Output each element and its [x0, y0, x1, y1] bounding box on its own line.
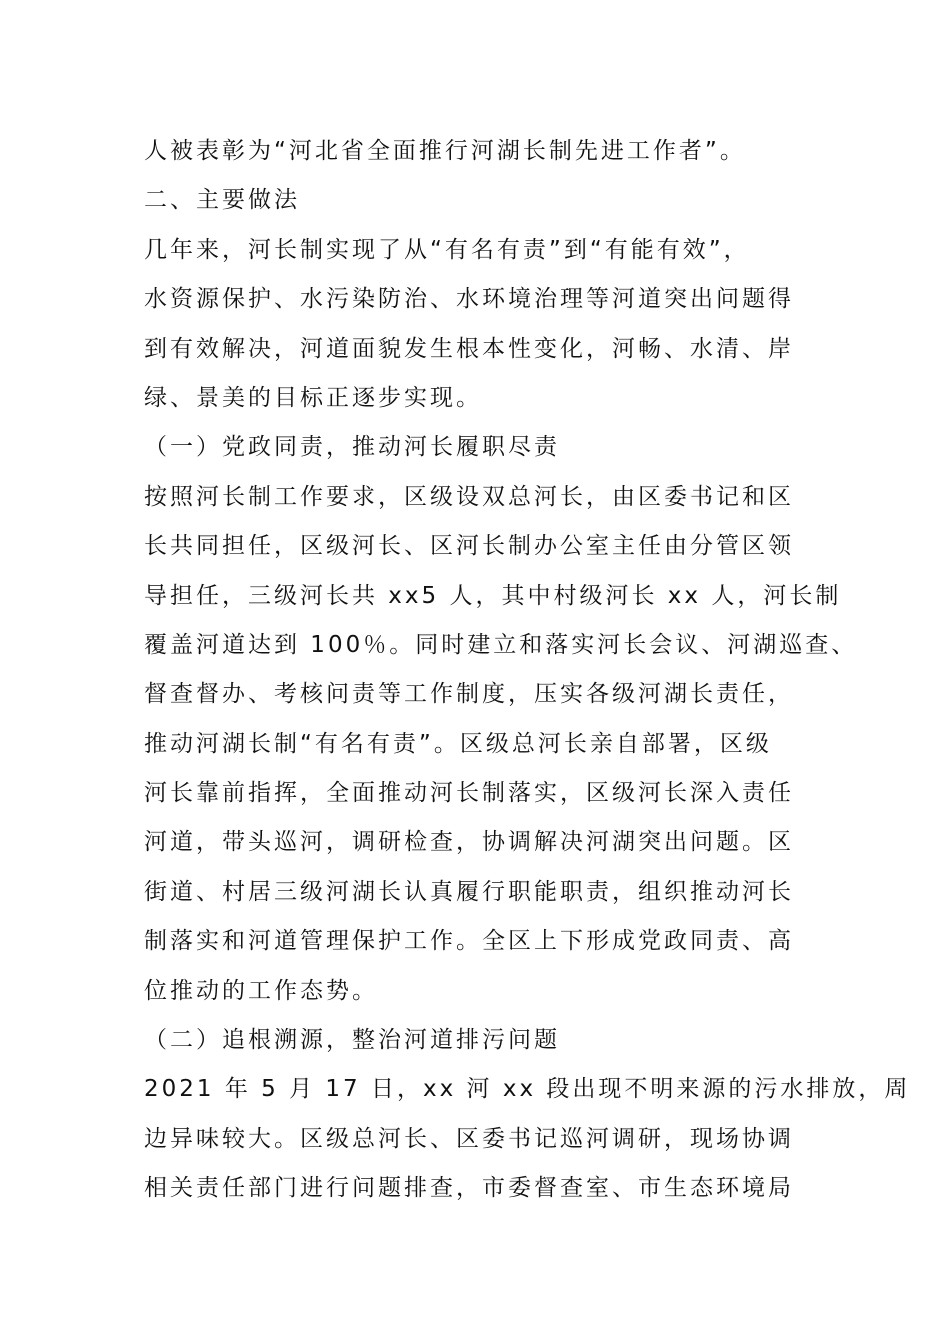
paragraph-line: 绿、景美的目标正逐步实现。	[144, 384, 482, 411]
paragraph-line: 人被表彰为“河北省全面推行河湖长制先进工作者”。	[144, 138, 746, 164]
paragraph-line: 2021 年 5 月 17 日，xx 河 xx 段出现不明来源的污水排放，周	[144, 1076, 911, 1103]
paragraph-line: 推动河湖长制“有名有责”。区级总河长亲自部署，区级	[144, 730, 772, 757]
paragraph-line: 街道、村居三级河湖长认真履行职能职责，组织推动河长	[144, 878, 794, 905]
paragraph-line: 边异味较大。区级总河长、区委书记巡河调研，现场协调	[144, 1125, 794, 1152]
paragraph-line: 到有效解决，河道面貌发生根本性变化，河畅、水清、岸	[144, 335, 794, 362]
paragraph-line: 几年来，河长制实现了从“有名有责”到“有能有效”，	[144, 236, 750, 263]
paragraph-line: 河长靠前指挥，全面推动河长制落实，区级河长深入责任	[144, 780, 794, 807]
subsection-heading-1: （一）党政同责，推动河长履职尽责	[144, 434, 560, 461]
paragraph-line: 河道，带头巡河，调研检查，协调解决河湖突出问题。区	[144, 829, 794, 856]
paragraph-line: 位推动的工作态势。	[144, 977, 378, 1004]
paragraph-line: 长共同担任，区级河长、区河长制办公室主任由分管区领	[144, 533, 794, 560]
paragraph-line: 导担任，三级河长共 xx5 人，其中村级河长 xx 人，河长制	[144, 582, 842, 609]
paragraph-line: 制落实和河道管理保护工作。全区上下形成党政同责、高	[144, 928, 794, 955]
paragraph-line: 相关责任部门进行问题排查，市委督查室、市生态环境局	[144, 1175, 794, 1202]
paragraph-line: 按照河长制工作要求，区级设双总河长，由区委书记和区	[144, 483, 794, 510]
paragraph-line: 覆盖河道达到 100％。同时建立和落实河长会议、河湖巡查、	[144, 631, 858, 658]
paragraph-line: 水资源保护、水污染防治、水环境治理等河道突出问题得	[144, 286, 794, 313]
subsection-heading-2: （二）追根溯源，整治河道排污问题	[144, 1027, 560, 1054]
document-body	[144, 127, 911, 1214]
section-heading-main-practices: 二、主要做法	[144, 187, 300, 214]
paragraph-line: 督查督办、考核问责等工作制度，压实各级河湖长责任，	[144, 681, 794, 708]
